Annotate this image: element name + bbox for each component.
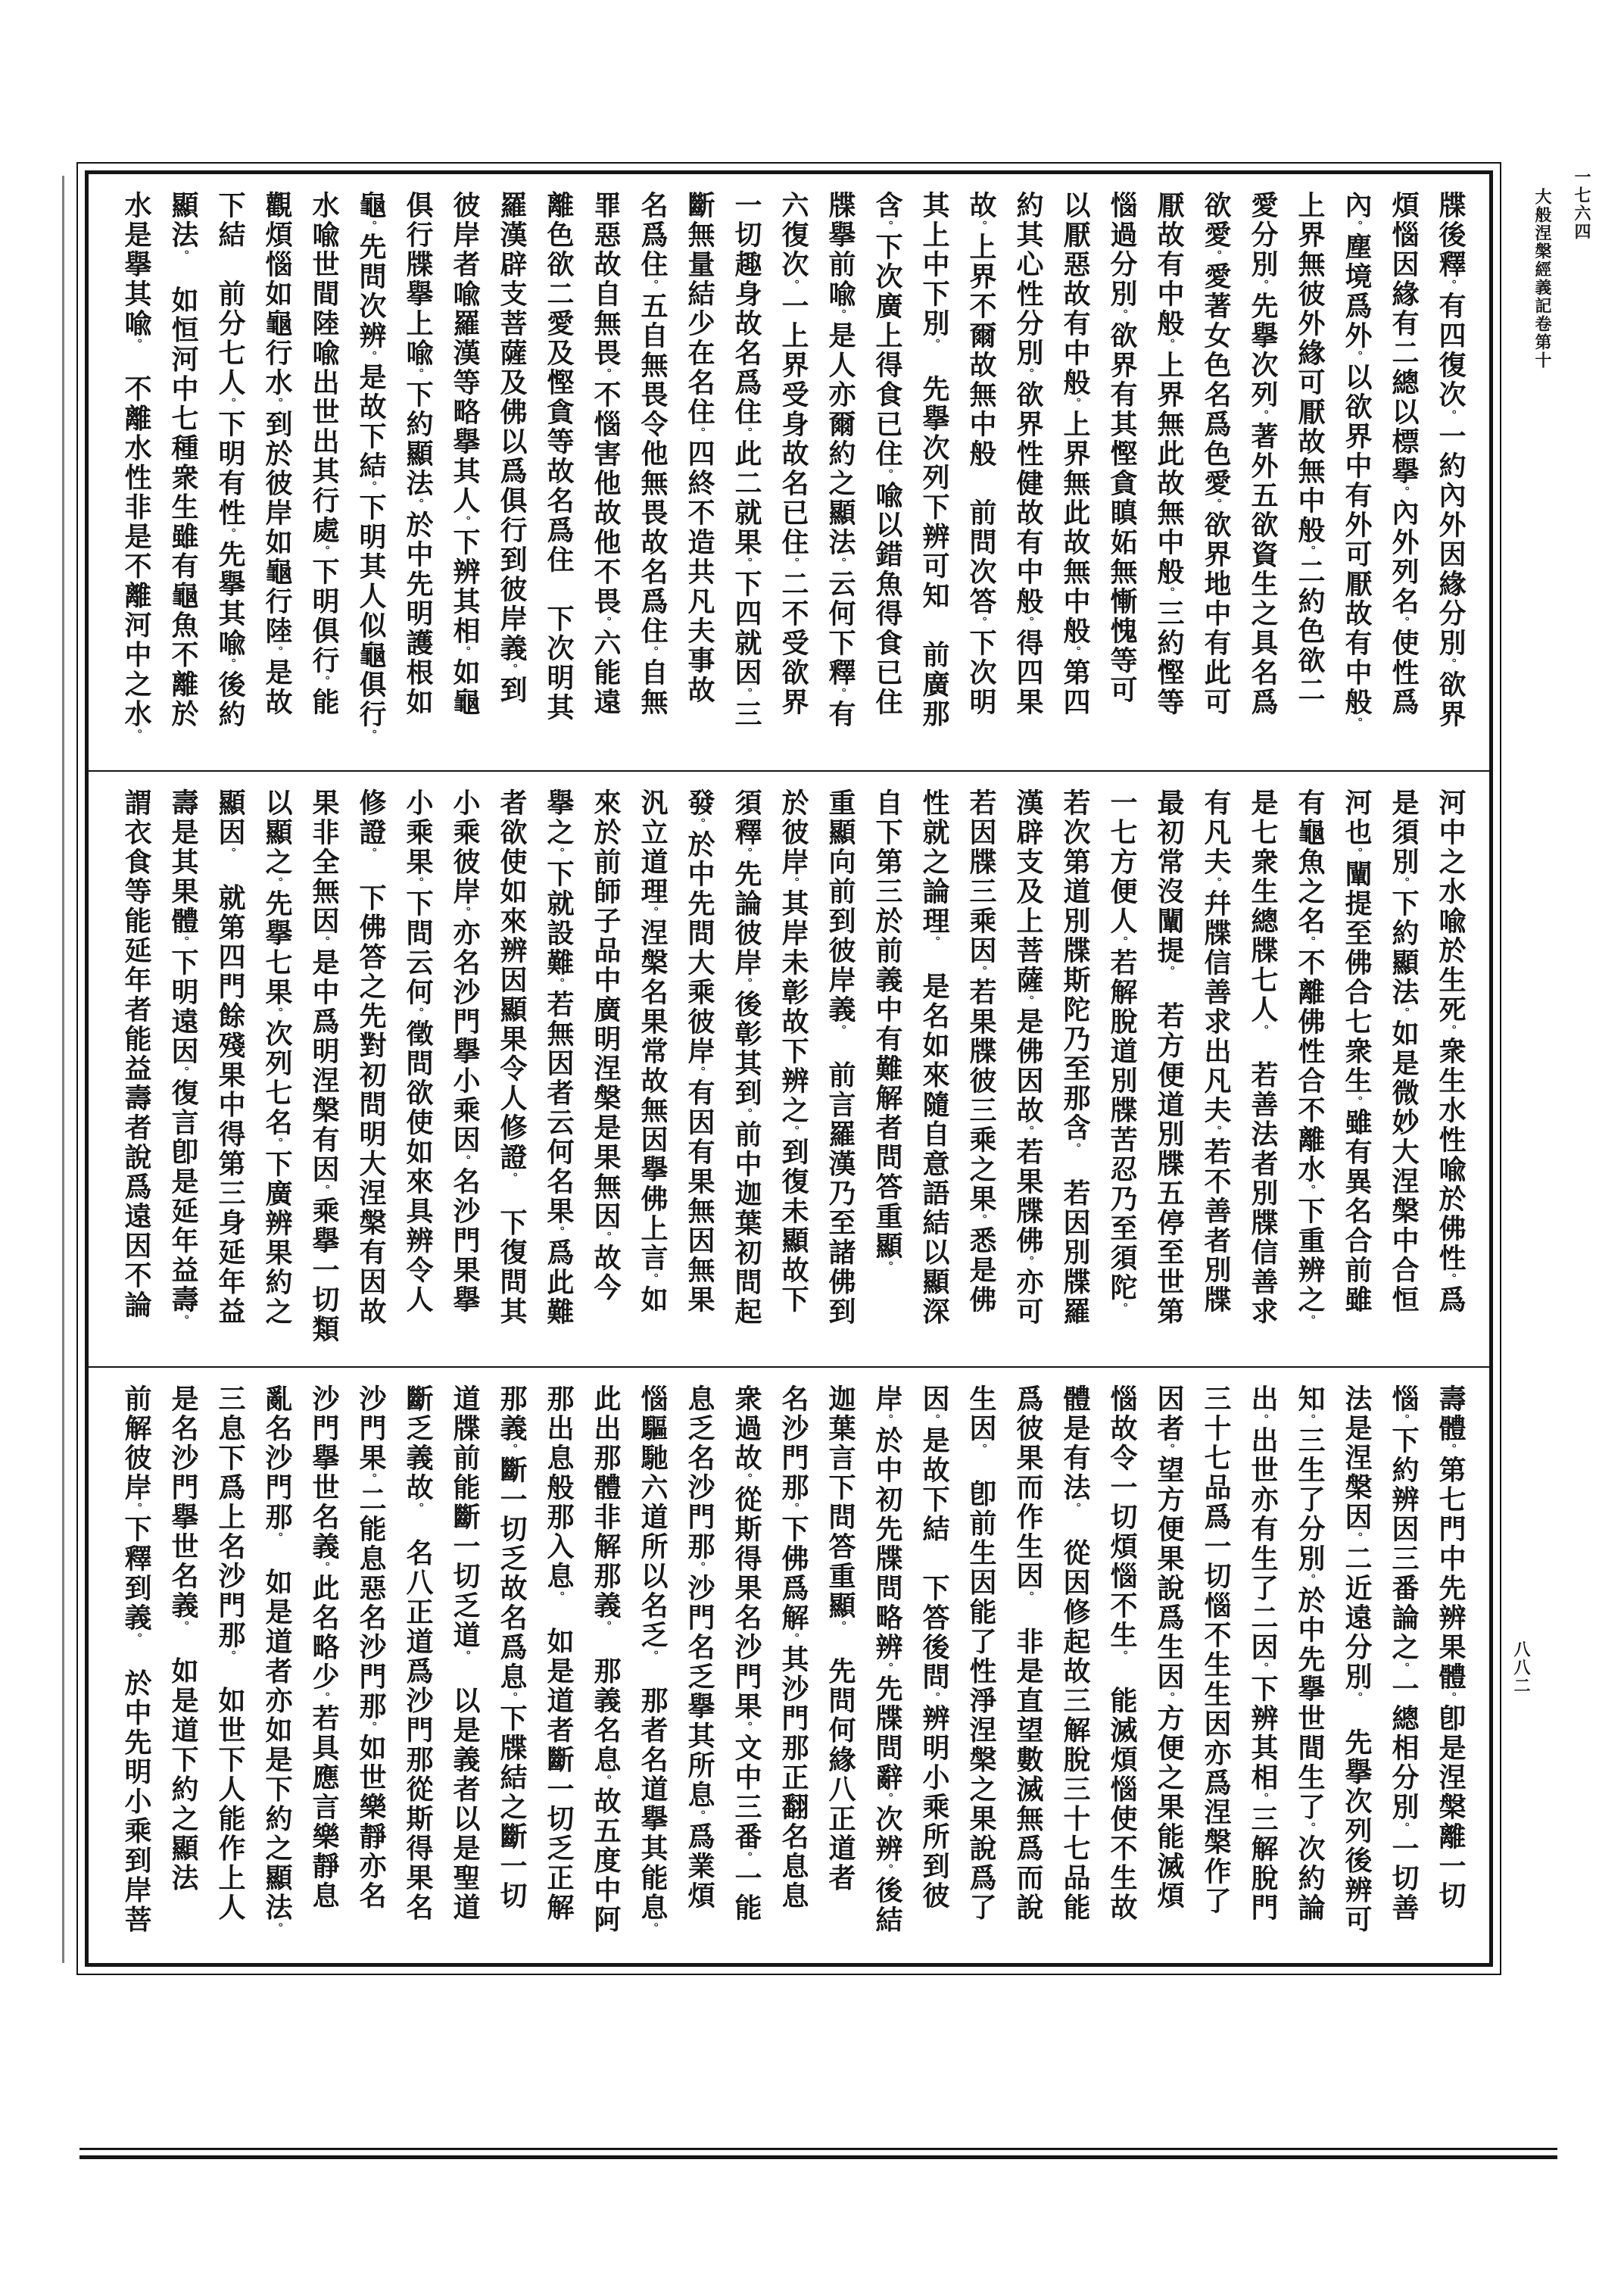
punctuation: 。	[458, 907, 472, 919]
punctuation: 。	[364, 847, 378, 854]
punctuation: 。	[974, 966, 988, 978]
punctuation: 。	[740, 557, 753, 570]
punctuation: 。	[317, 1692, 331, 1704]
punctuation: 。	[1303, 545, 1317, 557]
punctuation: 。	[693, 1810, 706, 1822]
punctuation: 。	[881, 1261, 894, 1273]
punctuation: 。	[881, 1864, 894, 1876]
punctuation: 。	[1209, 1125, 1223, 1138]
punctuation: 。	[1209, 498, 1223, 510]
punctuation: 。	[927, 1692, 941, 1704]
text-column: 因者。望方便果說爲生因。方便之果能滅煩	[1153, 1384, 1185, 1911]
punctuation: 。	[1162, 1692, 1176, 1704]
text-column: 牒後釋。有四復次。一約內外因緣分別。欲界	[1435, 191, 1467, 729]
text-column: 是名沙門擧世名義。 如是道下約之顯法	[167, 1384, 199, 1893]
footer-rule-top	[79, 2148, 1557, 2150]
punctuation: 。	[1021, 995, 1035, 1007]
punctuation: 。	[1021, 1125, 1035, 1138]
text-column: 謂衣食等能延年者能益壽者說爲遠因不論	[120, 788, 152, 1320]
punctuation: 。	[1350, 1096, 1364, 1108]
punctuation: 。	[1303, 1315, 1317, 1327]
punctuation: 。	[1068, 398, 1082, 410]
punctuation: 。	[834, 557, 847, 570]
punctuation: 。	[1162, 1443, 1176, 1456]
text-column: 體是有法。 從因修起故三解脫三十七品能	[1059, 1384, 1091, 1923]
text-column: 迦葉言下問答重顯。 先問何緣八正道者	[824, 1384, 856, 1893]
text-column: 惱驅馳六道所以名乏。 那者名道擧其能息。	[637, 1384, 669, 1935]
punctuation: 。	[505, 663, 519, 676]
punctuation: 。	[881, 1414, 894, 1426]
punctuation: 。	[317, 676, 331, 688]
punctuation: 。	[317, 545, 331, 557]
text-column: 沙門擧世名義。此名略少。若具應言樂靜息	[308, 1384, 340, 1911]
punctuation: 。	[927, 936, 941, 943]
punctuation: 。	[364, 729, 378, 741]
punctuation: 。	[223, 528, 237, 540]
punctuation: 。	[1256, 1414, 1270, 1426]
text-column: 小乘彼岸。亦名沙門擧小乘因。名沙門果擧	[449, 788, 481, 1315]
text-column: 修證。 下佛答之先對初問明大涅槃有因故	[355, 788, 387, 1327]
text-band-bottom	[89, 1366, 1489, 1962]
punctuation: 。	[552, 1226, 566, 1238]
text-column: 羅漢辟支菩薩及佛以爲俱行到彼岸義。到	[496, 191, 528, 705]
punctuation: 。	[1350, 717, 1364, 729]
punctuation: 。	[552, 978, 566, 990]
text-column: 顯法。 如恒河中七種衆生雖有龜魚不離於	[167, 191, 199, 729]
text-column: 罪惡故自無畏。不惱害他故他不畏。六能遠	[590, 191, 622, 717]
punctuation: 。	[599, 1621, 613, 1628]
text-column: 故。上界不爾故無中般 前問次答。下次明	[965, 191, 997, 717]
punctuation: 。	[1350, 847, 1364, 860]
punctuation: 。	[270, 398, 284, 410]
punctuation: 。	[364, 220, 378, 233]
punctuation: 。	[1256, 1793, 1270, 1805]
punctuation: 。	[787, 557, 800, 570]
punctuation: 。	[599, 1231, 613, 1244]
punctuation: 。	[740, 1852, 753, 1864]
punctuation: 。	[1303, 936, 1317, 948]
punctuation: 。	[1350, 1532, 1364, 1544]
punctuation: 。	[317, 1184, 331, 1197]
text-column: 來於前師子品中廣明涅槃是果無因。故今	[590, 788, 622, 1303]
punctuation: 。	[693, 427, 706, 439]
punctuation: 。	[176, 936, 190, 948]
text-column: 發。於中先問大乘彼岸。有因有果無因無果	[684, 788, 715, 1315]
text-column: 惱過分別。欲界有其慳貪瞋妬無慚愧等可	[1106, 191, 1138, 705]
text-column: 名爲住。五自無畏令他無畏故名爲住。自無	[637, 191, 669, 717]
text-column: 三息下爲上名沙門那。 如世下人能作上人	[214, 1384, 246, 1923]
punctuation: 。	[270, 1922, 284, 1935]
punctuation: 。	[740, 1721, 753, 1734]
text-column: 以顯之。先擧七果。次列七名。下廣辨果約之	[261, 788, 293, 1327]
text-column: 須釋。先論彼岸。後彰其到。前中迦葉初問起	[731, 788, 762, 1327]
punctuation: 。	[1444, 279, 1457, 292]
text-column: 名沙門那。下佛爲解。其沙門那正翻名息息	[778, 1384, 809, 1911]
punctuation: 。	[223, 1650, 237, 1657]
punctuation: 。	[458, 516, 472, 528]
punctuation: 。	[1397, 1414, 1410, 1426]
text-column: 厭故有中般。上界無此故無中般。三約慳等	[1153, 191, 1185, 717]
text-column: 約其心性分別。欲界性健故有中般。得四果	[1012, 191, 1044, 717]
punctuation: 。	[458, 1155, 472, 1167]
text-column: 知。三生了分別。於中先擧世間生了。次約論	[1294, 1384, 1326, 1923]
punctuation: 。	[1021, 1256, 1035, 1268]
text-band-top	[89, 174, 1489, 770]
punctuation: 。	[646, 907, 659, 919]
punctuation: 。	[176, 1066, 190, 1078]
punctuation: 。	[974, 220, 988, 233]
text-column: 重顯向前到彼岸義。 前言羅漢乃至諸佛到	[824, 788, 856, 1327]
punctuation: 。	[1397, 877, 1410, 889]
punctuation: 。	[364, 481, 378, 493]
punctuation: 。	[1444, 1025, 1457, 1037]
text-column: 是須別。下約顯法。如是微妙大涅槃中合恒	[1388, 788, 1420, 1315]
punctuation: 。	[505, 1692, 519, 1704]
punctuation: 。	[740, 688, 753, 700]
text-column: 道牒前能斷一切乏道。 以是義者以是聖道	[449, 1384, 481, 1923]
margin-header	[1514, 168, 1593, 370]
punctuation: 。	[223, 847, 237, 854]
punctuation: 。	[1115, 936, 1129, 948]
punctuation: 。	[974, 616, 988, 629]
punctuation: 。	[270, 1007, 284, 1019]
punctuation: 。	[505, 1443, 519, 1456]
punctuation: 。	[646, 646, 659, 658]
punctuation: 。	[693, 818, 706, 830]
punctuation: 。	[1303, 1574, 1317, 1586]
punctuation: 。	[1444, 1443, 1457, 1456]
text-column: 愛分別。先擧次列。著外五欲資生之具名爲	[1247, 191, 1279, 717]
punctuation: 。	[646, 1922, 659, 1935]
text-column: 惱。下約辨因三番論之。一總相分別。一切善	[1388, 1384, 1420, 1923]
punctuation: 。	[834, 1621, 847, 1628]
punctuation: 。	[1350, 1692, 1364, 1699]
punctuation: 。	[599, 616, 613, 629]
punctuation: 。	[1303, 1414, 1317, 1426]
text-column: 亂名沙門那。 如是道者亦如是下約之顯法。	[261, 1384, 293, 1935]
punctuation: 。	[881, 469, 894, 481]
text-column: 顯因。 就第四門餘殘果中得第三身延年益	[214, 788, 246, 1327]
punctuation: 。	[552, 847, 566, 860]
punctuation: 。	[1162, 339, 1176, 351]
text-column: 若因牒三乘因。若果牒彼三乘之果。悉是佛	[965, 788, 997, 1315]
text-column: 內。塵境爲外。以欲界中有外可厭故有中般。	[1341, 191, 1373, 729]
punctuation: 。	[411, 1007, 425, 1019]
punctuation: 。	[1115, 309, 1129, 321]
punctuation: 。	[881, 1793, 894, 1805]
folio-number: 一七六四	[1572, 168, 1591, 241]
punctuation: 。	[1256, 279, 1270, 292]
text-column: 龜。先問次辨。是故下結。下明其人似龜俱行。	[355, 191, 387, 741]
text-column: 汎立道理。涅槃名果常故無因擧佛上言。如	[637, 788, 669, 1315]
punctuation: 。	[176, 1621, 190, 1628]
punctuation: 。	[176, 1315, 190, 1327]
punctuation: 。	[317, 936, 331, 948]
text-column: 前解彼岸。下釋到義。 於中先明小乘到岸菩	[120, 1384, 152, 1935]
punctuation: 。	[1068, 1503, 1082, 1509]
text-column: 者欲使如來辨因顯果令人修證。 下復問其	[496, 788, 528, 1327]
punctuation: 。	[740, 1108, 753, 1120]
punctuation: 。	[881, 220, 894, 233]
text-column: 因。是故下結 下答後問。辨明小乘所到彼	[918, 1384, 950, 1911]
punctuation: 。	[787, 1503, 800, 1515]
punctuation: 。	[364, 1721, 378, 1734]
punctuation: 。	[1209, 877, 1223, 889]
punctuation: 。	[787, 1633, 800, 1645]
punctuation: 。	[834, 1025, 847, 1031]
punctuation: 。	[881, 1662, 894, 1674]
punctuation: 。	[787, 877, 800, 889]
punctuation: 。	[270, 646, 284, 658]
punctuation: 。	[1256, 1662, 1270, 1674]
punctuation: 。	[740, 1473, 753, 1485]
text-column: 於彼岸。其岸未彰故下辨之。到復未顯故下	[778, 788, 809, 1315]
punctuation: 。	[1256, 410, 1270, 422]
text-column: 離色欲二愛及慳貪等故名爲住 下次明其	[543, 191, 575, 722]
text-column: 壽體。第七門中先辨果體。卽是涅槃離一切	[1435, 1384, 1467, 1911]
text-column: 此出那體非解那義。 那義名息。故五度中阿	[590, 1384, 622, 1935]
punctuation: 。	[787, 279, 800, 292]
text-column: 水喩世間陸喩出世出其行處。下明俱行。能	[308, 191, 340, 717]
punctuation: 。	[974, 1214, 988, 1226]
punctuation: 。	[411, 498, 425, 510]
text-column: 有凡夫。幷牒信善求出凡夫。若不善者別牒	[1200, 788, 1232, 1315]
punctuation: 。	[411, 877, 425, 889]
punctuation: 。	[1397, 616, 1410, 629]
text-column: 爲彼果而作生因。 非是直望數滅無爲而說	[1012, 1384, 1044, 1923]
punctuation: 。	[411, 368, 425, 380]
punctuation: 。	[1444, 410, 1457, 422]
text-column: 擧之。下就設難。若無因者云何名果。爲此難	[543, 788, 575, 1327]
punctuation: 。	[1303, 1184, 1317, 1197]
text-column: 一切趣身故名爲住。此二就果。下四就因。三	[731, 191, 762, 729]
punctuation: 。	[1209, 250, 1223, 262]
text-column: 水是擧其喩。 不離水性非是不離河中之水。	[120, 191, 152, 741]
text-column: 河中之水喩於生死。衆生水性喩於佛性。爲	[1435, 788, 1467, 1315]
punctuation: 。	[693, 1562, 706, 1574]
punctuation: 。	[317, 1562, 331, 1574]
text-column: 彼岸者喩羅漢等略擧其人。下辨其相。如龜	[449, 191, 481, 717]
punctuation: 。	[693, 1066, 706, 1078]
punctuation: 。	[270, 1138, 284, 1150]
text-column: 岸。於中初先牒問略辨。先牒問辭。次辨。後結	[871, 1384, 903, 1935]
punctuation: 。	[223, 658, 237, 670]
text-column: 含。下次廣上得食已住。喩以錯魚得食已住	[871, 191, 903, 717]
text-column: 漢辟支及上菩薩。是佛因故。若果牒佛。亦可	[1012, 788, 1044, 1327]
punctuation: 。	[129, 1633, 143, 1640]
text-column: 六復次。一上界受身故名已住。二不受欲界	[778, 191, 809, 717]
text-column: 上界無彼外緣可厭故無中般。二約色欲二	[1294, 191, 1326, 705]
volume-title: 大般涅槃經義記卷第十	[1532, 188, 1552, 370]
punctuation: 。	[1068, 1143, 1082, 1150]
text-column: 沙門果。二能息惡名沙門那。如世樂靜亦名	[355, 1384, 387, 1911]
punctuation: 。	[270, 877, 284, 889]
punctuation: 。	[1397, 1822, 1410, 1834]
text-column: 是七衆生總牒七人。 若善法者別牒信善求	[1247, 788, 1279, 1327]
punctuation: 。	[740, 847, 753, 860]
punctuation: 。	[1444, 1273, 1457, 1285]
punctuation: 。	[129, 339, 143, 345]
text-column: 法是涅槃因。二近遠分別。 先擧次列後辨可	[1341, 1384, 1373, 1935]
punctuation: 。	[1350, 351, 1364, 363]
page-gutter-line	[62, 176, 64, 1963]
punctuation: 。	[787, 1125, 800, 1138]
text-column: 出。出世亦有生了二因。下辨其相。三解脫門	[1247, 1384, 1279, 1923]
punctuation: 。	[646, 1273, 659, 1285]
punctuation: 。	[1162, 587, 1176, 599]
punctuation: 。	[646, 279, 659, 292]
punctuation: 。	[1162, 966, 1176, 972]
text-column: 其上中下別。 先擧次列下辨可知 前廣那	[918, 191, 950, 729]
text-column: 一七方便人。若解脫道別牒苦忍乃至須陀。	[1106, 788, 1138, 1315]
text-column: 觀煩惱如龜行水。到於彼岸如龜行陸。是故	[261, 191, 293, 717]
text-band-middle	[89, 770, 1489, 1366]
punctuation: 。	[552, 1591, 566, 1598]
punctuation: 。	[1256, 1025, 1270, 1031]
punctuation: 。	[1350, 220, 1364, 233]
text-column: 性就之論理。 是名如來隨自意語結以顯深	[918, 788, 950, 1327]
punctuation: 。	[1397, 1662, 1410, 1674]
punctuation: 。	[1397, 486, 1410, 498]
text-column: 河也。闡提至佛合七衆生。雖有異名合前雖	[1341, 788, 1373, 1315]
text-column: 果非全無因。是中爲明涅槃有因。乘擧一切類	[308, 788, 340, 1344]
punctuation: 。	[505, 1172, 519, 1179]
margin-page-number: 八八二	[1511, 1640, 1531, 1695]
punctuation: 。	[740, 978, 753, 990]
punctuation: 。	[411, 1503, 425, 1509]
punctuation: 。	[646, 1650, 659, 1657]
punctuation: 。	[364, 351, 378, 363]
punctuation: 。	[1021, 368, 1035, 380]
punctuation: 。	[974, 1443, 988, 1450]
text-column: 息乏名沙門那。沙門名乏擧其所息。爲業煩	[684, 1384, 715, 1911]
punctuation: 。	[599, 1774, 613, 1787]
punctuation: 。	[270, 1532, 284, 1539]
text-frame	[85, 170, 1493, 1967]
text-column: 下結 前分七人。下明有性。先擧其喩。後約	[214, 191, 246, 729]
punctuation: 。	[364, 1473, 378, 1485]
punctuation: 。	[129, 1503, 143, 1515]
text-column: 壽是其果體。下明遠因。復言卽是延年益壽。	[167, 788, 199, 1327]
punctuation: 。	[927, 1414, 941, 1426]
punctuation: 。	[927, 339, 941, 345]
punctuation: 。	[1444, 1692, 1457, 1704]
punctuation: 。	[129, 729, 143, 741]
text-column: 以厭惡故有中般。上界無此故無中般。第四	[1059, 191, 1091, 717]
text-column: 三十七品爲一切惱不生生因亦爲涅槃作了	[1200, 1384, 1232, 1916]
text-column: 生因。 卽前生因能了性淨涅槃之果說爲了	[965, 1384, 997, 1923]
punctuation: 。	[176, 250, 190, 257]
text-column: 煩惱因緣有二總以標擧。內外列名。使性爲	[1388, 191, 1420, 717]
text-column: 若次第道別牒斯陀乃至那含。 若因別牒羅	[1059, 788, 1091, 1327]
text-column: 欲愛。愛著女色名爲色愛。欲界地中有此可	[1200, 191, 1232, 717]
text-column: 自下第三於前義中有難解者問答重顯。	[871, 788, 903, 1273]
text-column: 斷乏義故。 名八正道爲沙門那從斯得果名	[402, 1384, 434, 1923]
punctuation: 。	[1021, 616, 1035, 629]
punctuation: 。	[458, 646, 472, 658]
punctuation: 。	[1303, 1822, 1317, 1834]
text-column: 俱行牒擧上喩。下約顯法。於中先明護根如	[402, 191, 434, 717]
punctuation: 。	[1115, 1650, 1129, 1657]
punctuation: 。	[1021, 1591, 1035, 1598]
punctuation: 。	[1068, 646, 1082, 658]
footer-rule-bottom	[79, 2155, 1557, 2159]
text-column: 那出息般那入息。 如是道者斷一切乏正解	[543, 1384, 575, 1923]
punctuation: 。	[1115, 1303, 1129, 1315]
punctuation: 。	[834, 688, 847, 700]
punctuation: 。	[834, 309, 847, 321]
text-column: 有龜魚之名。不離佛性合不離水。下重辨之。	[1294, 788, 1326, 1327]
punctuation: 。	[458, 1650, 472, 1657]
punctuation: 。	[223, 398, 237, 410]
text-column: 衆過故。從斯得果名沙門果。文中三番。一能	[731, 1384, 762, 1923]
text-column: 惱故令一切煩惱不生。 能滅煩惱使不生故	[1106, 1384, 1138, 1923]
text-column: 那義。斷一切乏故名爲息。下牒結之斷一切	[496, 1384, 528, 1911]
text-column: 小乘果。下問云何。徵問欲使如來具辨令人	[402, 788, 434, 1315]
text-column: 牒擧前喩。是人亦爾約之顯法。云何下釋。有	[824, 191, 856, 729]
punctuation: 。	[740, 427, 753, 439]
text-column: 斷無量結少在名住。四終不造共凡夫事故	[684, 191, 715, 705]
text-column: 最初常沒闡提。 若方便道別牒五停至世第	[1153, 788, 1185, 1327]
punctuation: 。	[1444, 658, 1457, 670]
punctuation: 。	[599, 368, 613, 380]
punctuation: 。	[1397, 1007, 1410, 1019]
